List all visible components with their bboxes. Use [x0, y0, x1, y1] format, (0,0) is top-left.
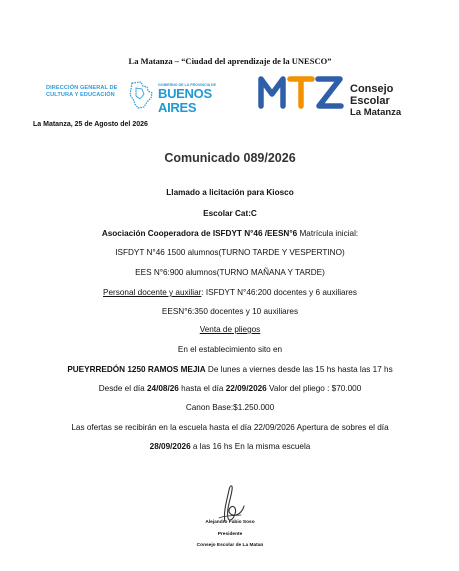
body-line-7: EESN°6:350 docentes y 10 auxiliares — [161, 307, 299, 316]
pba-logo-text: GOBIERNO DE LA PROVINCIA DE BUENOS AIRES — [158, 83, 217, 115]
body-line-8: Venta de pliegos — [199, 325, 261, 334]
body-line-5: EES N°6:900 alumnos(TURNO MAÑANA Y TARDE) — [135, 268, 325, 277]
dgce-logo-text: DIRECCIÓN GENERAL DE CULTURA Y EDUCACIÓN — [46, 85, 118, 98]
body-line-11: Desde el día 24/08/26 hasta el día 22/09/2026 Valor del pliego : $70.000 — [98, 384, 362, 393]
document-title: Comunicado 089/2026 — [164, 151, 296, 165]
body-line-12: Canon Base:$1.250.000 — [185, 403, 275, 412]
body-line-10: PUEYRREDÓN 1250 RAMOS MEJIA De lunes a viernes desde las 15 hs hasta las 17 hs — [67, 365, 393, 374]
body-line-6: Personal docente y auxiliar: ISFDYT N°46:200 docentes y 6 auxiliares — [103, 288, 357, 297]
signer-name: Alejandro Fabio Soso — [205, 520, 255, 525]
body-line-14: 28/09/2026 a las 16 hs En la misma escuela — [149, 442, 311, 451]
body-line-4: ISFDYT N°46 1500 alumnos(TURNO TARDE Y VESPERTINO) — [115, 248, 345, 257]
body-line-2: Escolar Cat:C — [203, 209, 257, 218]
body-line-13: Las ofertas se recibirán en la escuela hasta el día 22/09/2026 Apertura de sobres el día — [71, 423, 389, 432]
body-line-3: Asociación Cooperadora de ISFDYT N°46 /EESN°6 Matrícula inicial: — [101, 229, 359, 238]
dgce-pba-logo — [46, 80, 236, 115]
document-date: La Matanza, 25 de Agosto del 2026 — [33, 121, 148, 128]
body-line-1: Llamado a licitación para Kiosco — [166, 188, 294, 197]
province-map-icon — [126, 80, 156, 110]
signer-role: Presidente — [217, 532, 243, 537]
consejo-escolar-text: Consejo Escolar La Matanza — [350, 83, 402, 118]
consejo-escolar-logo — [258, 74, 428, 118]
signer-organization: Consejo Escolar de La Matan — [196, 543, 264, 548]
body-line-9: En el establecimiento sito en — [177, 345, 283, 354]
header-motto: La Matanza – “Ciudad del aprendizaje de la UNESCO” — [128, 56, 332, 66]
mtz-logo-icon — [258, 74, 346, 110]
